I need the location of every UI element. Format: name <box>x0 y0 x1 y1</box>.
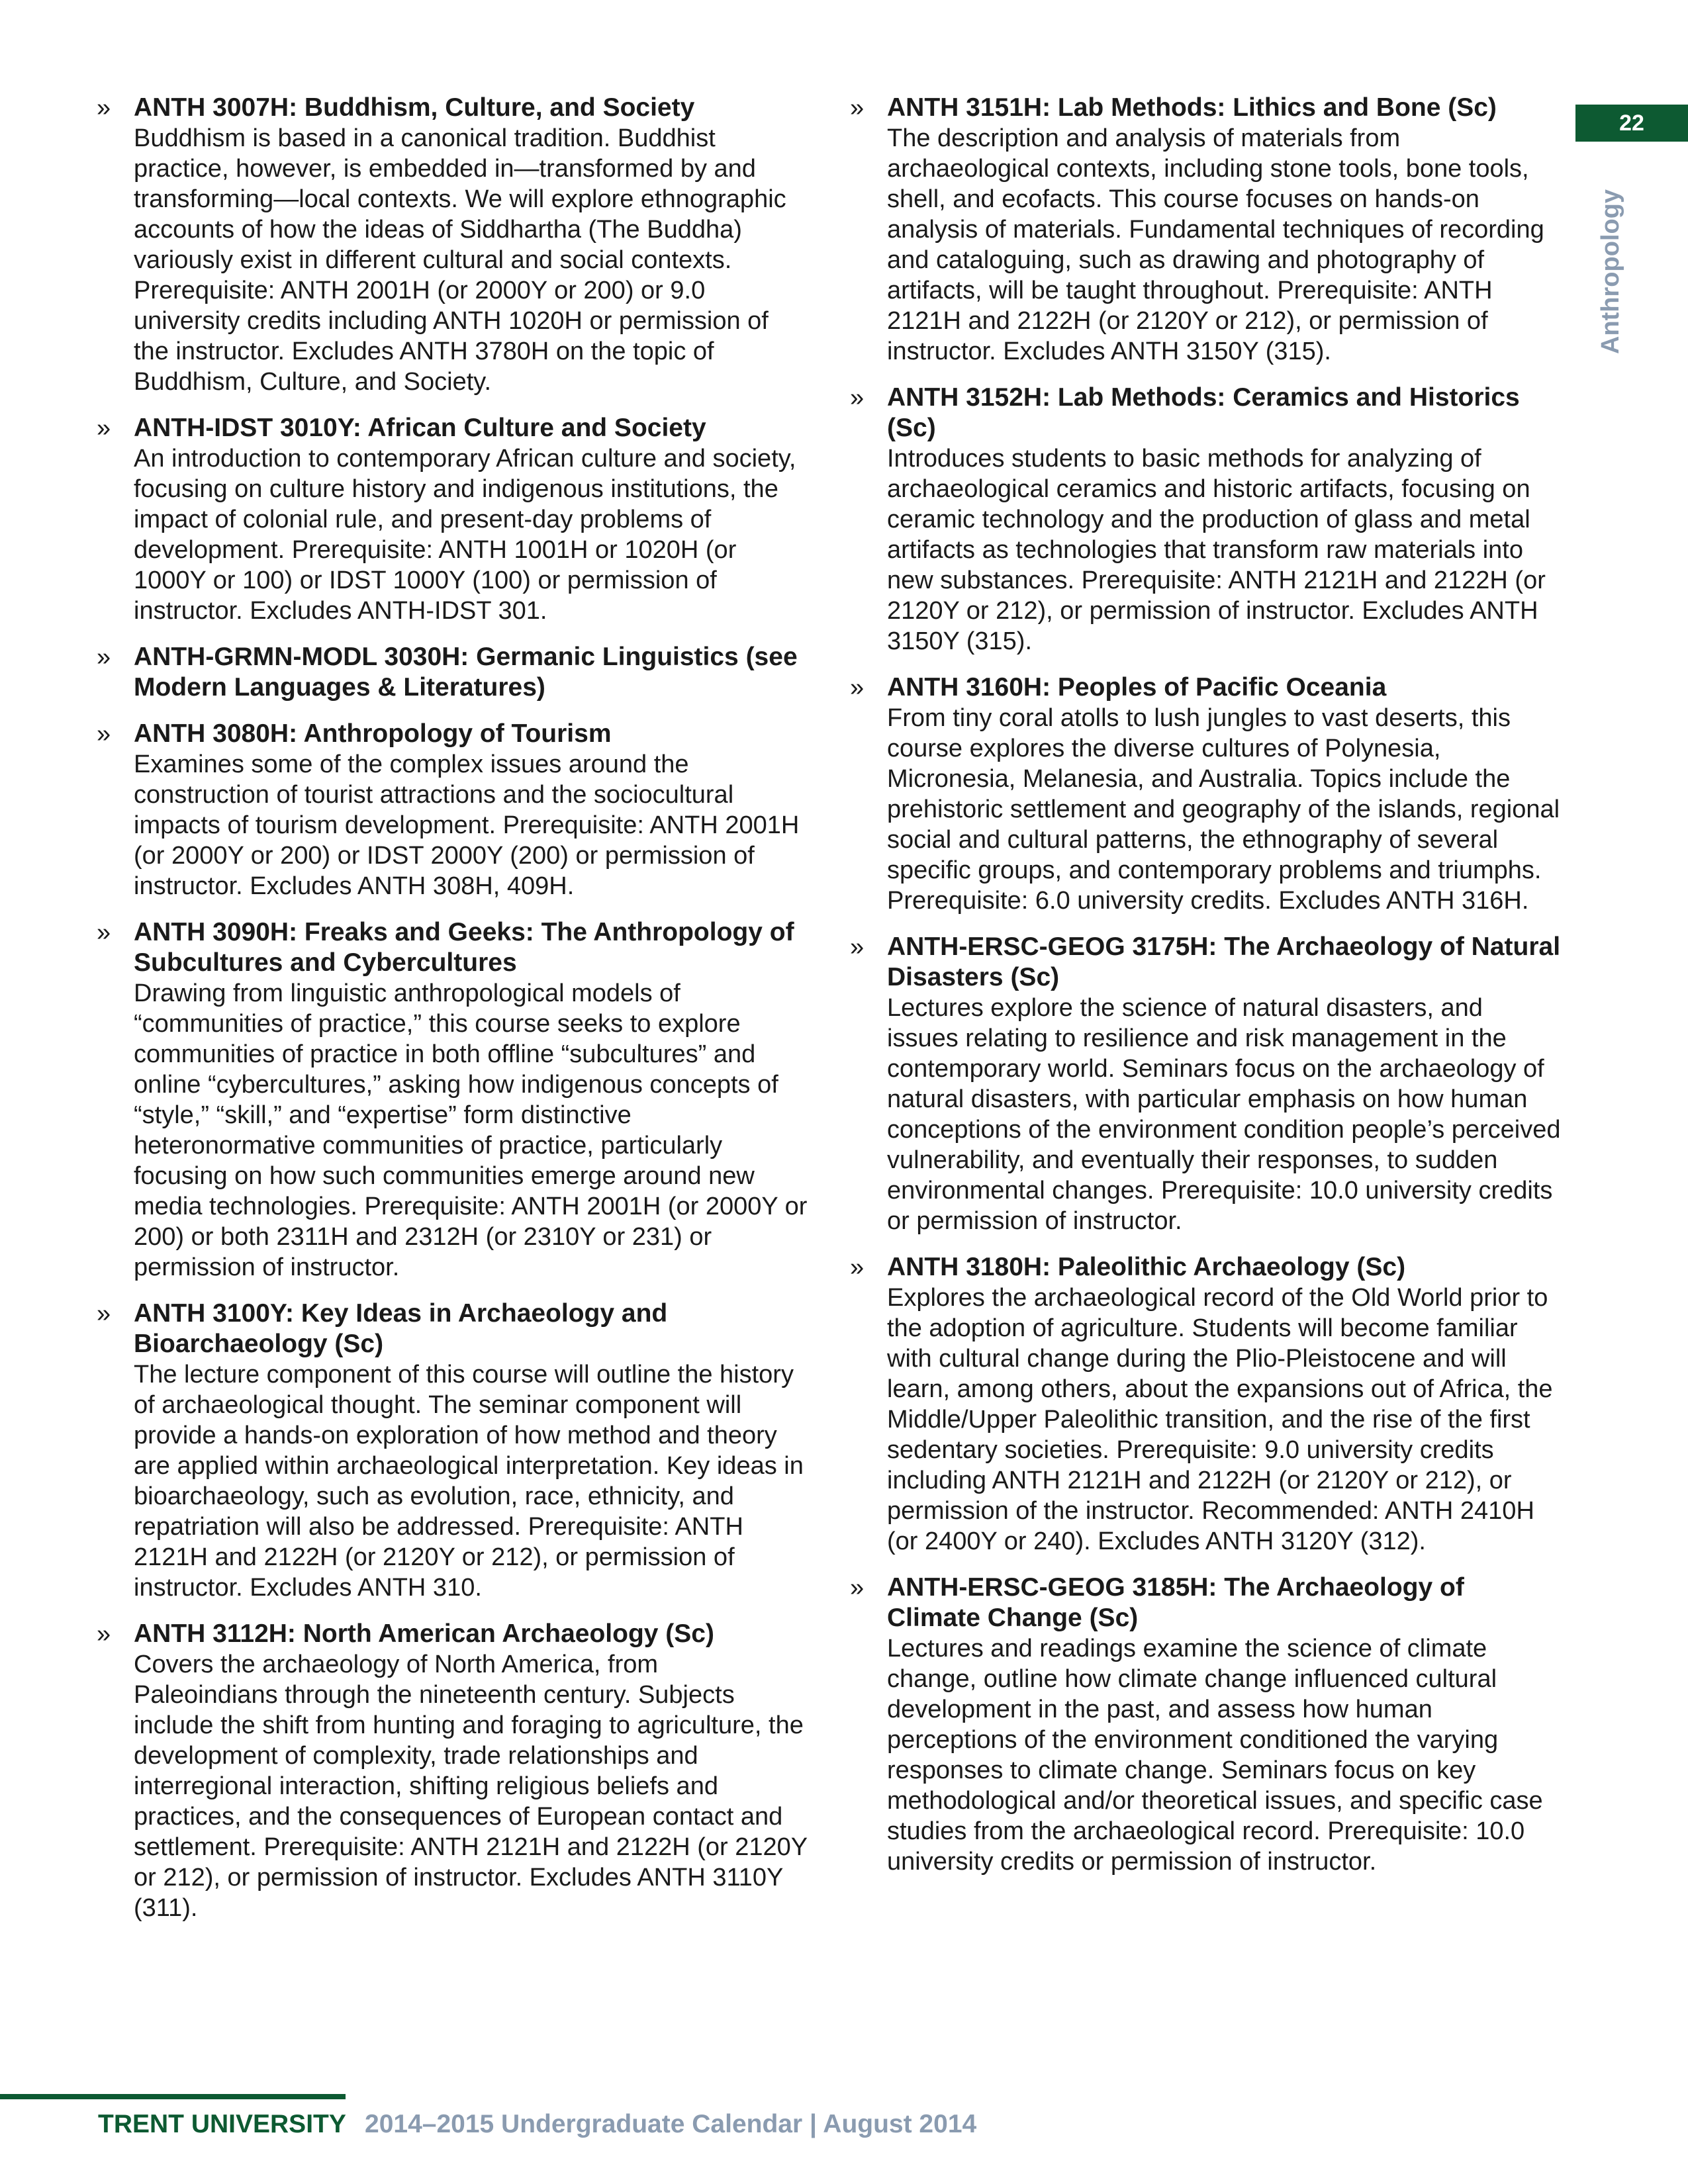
course-description: The description and analysis of materials from archaeological contexts, including stone tools, bone tools, shell, and ecofacts. This course focuses on hands-on analysis of materials. Fundamental techniques of recording and cataloguing, such as drawing and photography of artifacts, will be taught throughout. Prerequisite: ANTH 2121H and 2122H (or 2120Y or 212), or permission of instructor. Excludes ANTH 3150Y (315). <box>887 124 1544 365</box>
course-entry <box>93 917 808 1283</box>
course-title: ANTH 3080H: Anthropology of Tourism <box>134 719 612 748</box>
course-title: ANTH-ERSC-GEOG 3175H: The Archaeology of Natural Disasters (Sc) <box>887 933 1561 991</box>
bullet-marker: » <box>97 414 111 442</box>
course-title: ANTH 3100Y: Key Ideas in Archaeology and Bioarchaeology (Sc) <box>134 1299 668 1358</box>
footer-rule <box>0 2094 346 2099</box>
bullet-marker: » <box>850 384 865 412</box>
course-title: ANTH 3180H: Paleolithic Archaeology (Sc) <box>887 1253 1406 1281</box>
section-tab: Anthropology <box>1597 189 1624 354</box>
bullet-marker: » <box>97 1620 111 1648</box>
course-entry <box>846 932 1561 1236</box>
course-entry <box>93 413 808 626</box>
course-entry <box>846 672 1561 916</box>
course-title: ANTH-ERSC-GEOG 3185H: The Archaeology of Climate Change (Sc) <box>887 1573 1464 1632</box>
course-entry <box>93 1298 808 1603</box>
course-description: Covers the archaeology of North America, from Paleoindians through the nineteenth century. Subjects include the shift from hunting and foraging to agriculture, the development of complexity, trade relationships and interregional interaction, shifting religious beliefs and practices, and the consequences of European contact and settlement. Prerequisite: ANTH 2121H and 2122H (or 2120Y or 212), or permission of instructor. Excludes ANTH 3110Y (311). <box>134 1651 808 1922</box>
left-column <box>93 93 808 1939</box>
bullet-marker: » <box>850 94 865 122</box>
course-description: Lectures and readings examine the science of climate change, outline how climate change influenced cultural development in the past, and assess how human perceptions of the environment conditioned the varying responses to climate change. Seminars focus on key methodological and/or theoretical issues, and specific case studies from the archaeological record. Prerequisite: 10.0 university credits or permission of instructor. <box>887 1635 1543 1876</box>
course-title: ANTH 3151H: Lab Methods: Lithics and Bone (Sc) <box>887 93 1497 122</box>
course-title: ANTH 3160H: Peoples of Pacific Oceania <box>887 673 1387 702</box>
bullet-marker: » <box>97 643 111 671</box>
footer-university: TRENT UNIVERSITY <box>98 2110 346 2138</box>
course-description: Introduces students to basic methods for analyzing of archaeological ceramics and historic artifacts, focusing on ceramic technology and the production of glass and metal artifacts as technologies that transform raw materials into new substances. Prerequisite: ANTH 2121H and 2122H (or 2120Y or 212), or permission of instructor. Excludes ANTH 3150Y (315). <box>887 445 1546 655</box>
course-entry <box>846 1572 1561 1877</box>
course-entry <box>846 383 1561 657</box>
bullet-marker: » <box>850 1253 865 1281</box>
course-title: ANTH 3007H: Buddhism, Culture, and Society <box>134 93 695 122</box>
bullet-marker: » <box>850 1574 865 1602</box>
course-description: Drawing from linguistic anthropological models of “communities of practice,” this course seeks to explore communities of practice in both offline “subcultures” and online “cybercultures,” asking how indigenous concepts of “style,” “skill,” and “expertise” form distinctive heteronormative communities of practice, particularly focusing on how such communities emerge around new media technologies. Prerequisite: ANTH 2001H (or 2000Y or 200) or both 2311H and 2312H (or 2310Y or 231) or permission of instructor. <box>134 979 808 1281</box>
course-description: Explores the archaeological record of the Old World prior to the adoption of agriculture. Students will become familiar with cultural change during the Plio-Pleistocene and will learn, among others, about the expansions out of Africa, the Middle/Upper Paleolithic transition, and the rise of the first sedentary societies. Prerequisite: 9.0 university credits including ANTH 2121H and 2122H (or 2120Y or 212), or permission of the instructor. Recommended: ANTH 2410H (or 2400Y or 240). Excludes ANTH 3120Y (312). <box>887 1284 1553 1555</box>
course-entry <box>93 719 808 901</box>
course-entry <box>93 642 808 703</box>
course-title: ANTH 3090H: Freaks and Geeks: The Anthropology of Subcultures and Cybercultures <box>134 918 794 977</box>
course-entry <box>93 93 808 397</box>
bullet-marker: » <box>97 919 111 946</box>
bullet-marker: » <box>850 674 865 702</box>
course-entry <box>846 93 1561 367</box>
course-description: Lectures explore the science of natural disasters, and issues relating to resilience and risk management in the contemporary world. Seminars focus on the archaeology of natural disasters, with particular emphasis on how human conceptions of the environment condition people’s perceived vulnerability, and eventually their responses, to sudden environmental changes. Prerequisite: 10.0 university credits or permission of instructor. <box>887 994 1561 1235</box>
bullet-marker: » <box>850 933 865 961</box>
right-column <box>846 93 1561 1893</box>
course-title: ANTH-GRMN-MODL 3030H: Germanic Linguistics (see Modern Languages & Literatures) <box>134 643 798 702</box>
page-number: 22 <box>1575 105 1688 142</box>
course-title: ANTH 3152H: Lab Methods: Ceramics and Historics (Sc) <box>887 383 1520 442</box>
course-description: An introduction to contemporary African culture and society, focusing on culture history and indigenous institutions, the impact of colonial rule, and present-day problems of development. Prerequisite: ANTH 1001H or 1020H (or 1000Y or 100) or IDST 1000Y (100) or permission of instructor. Excludes ANTH-IDST 301. <box>134 445 796 625</box>
course-title: ANTH 3112H: North American Archaeology (Sc) <box>134 1619 714 1648</box>
course-description: The lecture component of this course will outline the history of archaeological thought. The seminar component will provide a hands-on exploration of how method and theory are applied within archaeological interpretation. Key ideas in bioarchaeology, such as evolution, race, ethnicity, and repatriation will also be addressed. Prerequisite: ANTH 2121H and 2122H (or 2120Y or 212), or permission of instructor. Excludes ANTH 310. <box>134 1361 804 1602</box>
footer <box>98 2110 976 2139</box>
bullet-marker: » <box>97 1300 111 1328</box>
course-description: Examines some of the complex issues around the construction of tourist attractions and the sociocultural impacts of tourism development. Prerequisite: ANTH 2001H (or 2000Y or 200) or IDST 2000Y (200) or permission of instructor. Excludes ANTH 308H, 409H. <box>134 751 800 900</box>
bullet-marker: » <box>97 720 111 748</box>
bullet-marker: » <box>97 94 111 122</box>
course-entry <box>93 1619 808 1923</box>
course-title: ANTH-IDST 3010Y: African Culture and Society <box>134 414 706 442</box>
course-description: Buddhism is based in a canonical tradition. Buddhist practice, however, is embedded in—transformed by and transforming—local contexts. We will explore ethnographic accounts of how the ideas of Siddhartha (The Buddha) variously exist in different cultural and social contexts. Prerequisite: ANTH 2001H (or 2000Y or 200) or 9.0 university credits including ANTH 1020H or permission of the instructor. Excludes ANTH 3780H on the topic of Buddhism, Culture, and Society. <box>134 124 786 396</box>
course-entry <box>846 1252 1561 1557</box>
course-description: From tiny coral atolls to lush jungles to vast deserts, this course explores the diverse cultures of Polynesia, Micronesia, Melanesia, and Australia. Topics include the prehistoric settlement and geography of the islands, regional social and cultural patterns, the ethnography of several specific groups, and contemporary problems and triumphs. Prerequisite: 6.0 university credits. Excludes ANTH 316H. <box>887 704 1560 915</box>
footer-calendar: 2014–2015 Undergraduate Calendar | August 2014 <box>365 2110 977 2138</box>
